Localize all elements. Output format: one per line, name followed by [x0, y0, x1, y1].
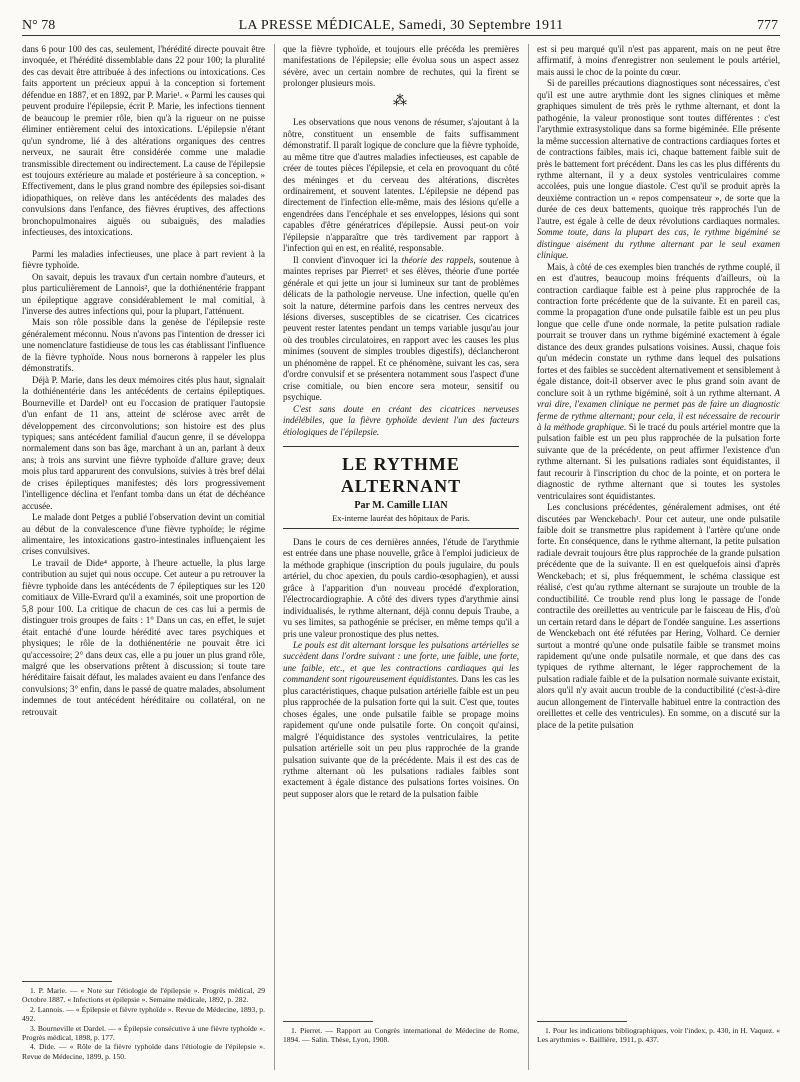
- article-rule: [283, 528, 519, 529]
- paragraph: [537, 262, 780, 503]
- page-number: 777: [757, 18, 778, 33]
- footnotes-middle: [283, 1026, 519, 1045]
- paragraph: Les observations que nous venons de résumer, s'ajoutant à la nôtre, constituent un ensemble de faits suffisamment démonstratif. Il paraît logique de conclure que la fièvre typhoïde, au même titre que d'autres maladies infectieuses, est capable de créer de toutes pièces l'épilepsie, et cela en provoquant du côté des méninges et du cerveau des altérations, discrètes ordinairement, et souvent latentes. L'épilepsie ne dépend pas directement de l'infection elle-même, mais des lésions qu'elle a engendrées dans l'encéphale et ses enveloppes, lésions qui sont capables d'être génératrices d'épilepsie. Aussi peut-on voir l'épilepsie n'apparaître que très tardivement par rapport à l'infection qui en est, en réalité, responsable.: [283, 117, 519, 254]
- footnote: 3. Bourneville et Dardel. — « Épilepsie consécutive à une fièvre typhoïde ». Progrès médical, 1898, p. 177.: [22, 1023, 265, 1043]
- footnote: 4. Dide. — « Rôle de la fièvre typhoïde dans l'étiologie de l'épilepsie ». Revue de Médecine, 1899, p. 150.: [22, 1042, 265, 1061]
- footnotes-left: [22, 986, 265, 1061]
- paragraph: Déjà P. Marie, dans les deux mémoires cités plus haut, signalait la dothiénentérie dans les antécédents de certains épileptiques. Bourneville et Dardel³ ont eu l'occasion de pratiquer l'autopsie d'un enfant de 11 ans, atteint de sclérose avec arrêt de développement des circonvolutions; son histoire est des plus typiques; sans antécédent familial d'aucun genre, il se développa normalement dans son bas âge, marchant à un an, parlant à deux ans; à trois ans survint une fièvre typhoïde d'allure grave; deux mois plus tard apparurent des convulsions, suivies à très bref délai de crises épileptiques manifestes; dès lors progressivement l'intelligence déclina et l'enfant tomba dans un état de déchéance accusée.: [22, 374, 265, 511]
- italic-text: Le pouls est dit alternant lorsque les pulsations artérielles se succèdent dans l'ordre suivant : une forte, une faible, une forte, une faible, etc., et que les contractions cardiaques qui les commandent sont rigoureusement équidistantes.: [283, 640, 519, 685]
- issue-number: N° 78: [22, 18, 56, 33]
- column-left: [22, 44, 265, 718]
- article-affiliation: Ex-interne lauréat des hôpitaux de Paris.: [332, 512, 470, 523]
- article-title: LE RYTHME ALTERNANT: [340, 453, 462, 496]
- italic-term: théorie des rappels: [401, 254, 474, 265]
- paragraph: [537, 78, 780, 261]
- text-run: Il convient d'invoquer ici la: [293, 254, 402, 265]
- footnote: 2. Lannois. — « Épilepsie et fièvre typhoïde ». Revue de Médecine, 1893, p. 492.: [22, 1004, 265, 1024]
- paragraph-italic: [283, 404, 519, 438]
- column-right: [537, 44, 780, 731]
- paragraph: est si peu marqué qu'il n'est pas apparent, mais on ne peut être affirmatif, à moins d'enregistrer non seulement le pouls artériel, mais aussi le choc de la pointe du cœur.: [537, 44, 780, 77]
- footnote: 1. Pierret. — Rapport au Congrès international de Médecine de Rome, 1894. — Salin. Thèse, Lyon, 1908.: [283, 1026, 519, 1045]
- paragraph: [283, 255, 519, 404]
- column-middle: [283, 44, 519, 800]
- paragraph: Le travail de Dide⁴ apporte, à l'heure actuelle, la plus large contribution au sujet qui nous occupe. Cet auteur a pu retrouver la fièvre typhoïde dans les antécédents de 7 épileptiques sur les 120 comitiaux de Ville-Evrard qu'il a examinés, soit une proportion de 5,8 pour 100. La critique de chacun de ces cas lui a permis de distinguer trois groupes de faits : 1° Dans un cas, en effet, le sujet était entaché d'une lourde hérédité avec tares psychiques et physiques; le rôle de la dothiénentérie ne pouvait être ici qu'accessoire; 2° dans deux cas, elle a pu jouer un plus grand rôle, malgré que les observations prêtent à discussion; si toute tare héréditaire faisait défaut, les malades avaient eu dans l'enfance des convulsions; 3° enfin, dans le passé de quatre malades, absolument indemnes de tout antécédent héréditaire ou collatéral, on ne retrouvait: [22, 557, 265, 717]
- paragraph: Mais son rôle possible dans la genèse de l'épilepsie reste généralement méconnu. Nous n'avons pas l'intention de dresser ici une nomenclature fastidieuse de tous les cas établissant l'influence de la fièvre typhoïde. Nous nous bornerons à rappeler les plus démonstratifs.: [22, 317, 265, 374]
- column-divider: [274, 44, 275, 1070]
- footnotes-right: [537, 1026, 780, 1045]
- text-run: Dans les cas les plus caractéristiques, chaque pulsation artérielle faible est un peu plus rapprochée de la pulsation forte qui la suit. C'est que, toutes choses égales, une onde pulsatile faible se propage moins rapidement qu'une onde pulsatile forte. On conçoit qu'ainsi, malgré l'équidistance des systoles ventriculaires, la petite pulsation artérielle soit un peu plus rapprochée de la grande pulsation suivante que de la précédente. Mais il est des cas de rythme alternant où les pulsations radiales faibles sont exactement à égale distance des pulsations fortes voisines. On peut supposer alors que le retard de la pulsation faible: [283, 674, 519, 799]
- journal-title: LA PRESSE MÉDICALE, Samedi, 30 Septembre 1911: [238, 18, 564, 33]
- page-header: [22, 14, 780, 36]
- article-rule: [283, 446, 519, 447]
- paragraph: [283, 640, 519, 800]
- paragraph: que la fièvre typhoïde, et toujours elle précéda les premières manifestations de l'épilepsie; elle évolua sous un aspect assez sévère, avec un certain nombre de rechutes, qui la firent se prolonger plusieurs mois.: [283, 44, 519, 89]
- italic-text: Somme toute, dans la plupart des cas, le rythme bigéminé se distingue aisément du rythme alternant par le seul examen clinique.: [537, 227, 780, 261]
- italic-text: C'est sans doute en créant des cicatrices nerveuses indélébiles, que la fièvre typhoïde devient l'un des facteurs étiologiques de l'épilepsie.: [283, 403, 519, 437]
- paragraph: Le malade dont Petges a publié l'observation devint un comitial au début de la convalescence d'une fièvre typhoïde; le régime alimentaire, les intoxications gastro-intestinales influençaient les crises convulsives.: [22, 512, 265, 557]
- footnote: 1. P. Marie. — « Note sur l'étiologie de l'épilepsie ». Progrès médical, 29 Octobre 1887. « Infections et épilepsie ». Semaine médicale, 1892, p. 282.: [22, 986, 265, 1005]
- section-separator: ⁂: [393, 93, 409, 109]
- paragraph: Dans le cours de ces dernières années, l'étude de l'arythmie est entrée dans une phase nouvelle, grâce à l'emploi judicieux de la méthode graphique (inscription du pouls jugulaire, du pouls artériel, du choc apexien, du pouls cardio-œsophagien), et aussi grâce à l'apparition d'un nouveau procédé d'exploration, l'électrocardiographie. A côté des divers types d'arythmie ainsi individualisés, le rythme alternant, déjà connu depuis Traube, a vu ses limites, sa pathogénie se préciser, en même temps qu'il a pris une valeur pronostique des plus nettes.: [283, 536, 519, 639]
- footnote: 1. Pour les indications bibliographiques, voir l'index, p. 430, in H. Vaquez. « Les arythmies ». Baillière, 1911, p. 437.: [537, 1026, 780, 1045]
- italic-text: A vrai dire, l'examen clinique ne permet pas de faire un diagnostic ferme de rythme alternant; pour cela, il est nécessaire de recourir à la méthode graphique.: [537, 387, 780, 432]
- text-run: Si le tracé du pouls artériel montre que la pulsation faible est un peu plus rapprochée de la pulsation forte suivante que de la précédente, on peut affirmer l'existence d'un rythme alternant. Si les pulsations radiales sont équidistantes, il faut recourir à l'inscription du choc de la pointe, et on portera le diagnostic de rythme alternant que si toutes les systoles ventriculaires sont équidistantes.: [537, 421, 780, 501]
- column-divider: [528, 44, 529, 1070]
- paragraph: On savait, depuis les travaux d'un certain nombre d'auteurs, et plus particulièrement de Lannois², que la dothiénentérie frappant un épileptique aggrave considérablement le mal comitial, à l'inverse des autres infections qui, pour la plupart, l'atténuent.: [22, 271, 265, 316]
- text-run: , soutenue à maintes reprises par Pierret¹ et ses élèves, théorie d'une portée générale et qui jette un jour si lumineux sur tant de problèmes délicats de la pathologie nerveuse. Une infection, quelle qu'en soit la nature, détermine parfois dans les centres nerveux des lésions diverses, susceptibles de se cicatriser. Ces cicatrices peuvent rester latentes pendant un temps variable jusqu'au jour où des troubles circulatoires, en rapport avec les causes les plus minimes (souvent de simples troubles digestifs), déclancheront un phénomène de rappel. Et ce phénomène, suivant les cas, sera d'ordre convulsif et se présentera notamment sous l'aspect d'une crise comitiale, ou bien encore sera moteur, sensitif ou psychique.: [283, 254, 520, 403]
- paragraph: Les conclusions précédentes, généralement admises, ont été discutées par Wenckebach¹. Pour cet auteur, une onde pulsatile faible doit se transmettre plus rapidement à l'artère qu'une onde forte. En conséquence, dans le rythme alternant, la petite pulsation radiale devrait toujours être plus rapprochée de la grande pulsation précédente que de la suivante. Il en est quelquefois ainsi d'après Wenckebach; et si, plus fréquemment, le schéma classique est réalisé, c'est qu'au rythme alternant se surajoute un trouble de la conductibilité. Ce trouble rend plus long le passage de l'onde contractile des oreillettes au ventricule par le faisceau de His, d'où un certain retard dans le départ de l'ondée sanguine. Les assertions de Wenckebach ont été réfutées par Hering, Volhard. Ce dernier surtout a montré qu'une onde pulsatile faible se transmet moins rapidement qu'une onde pulsatile normale, et que dans des cas typiques de rythme alternant, le léger rapprochement de la pulsation radiale faible et de la pulsation normale suivante existait, alors qu'il n'y avait aucun trouble de la conductibilité (c'est-à-dire aucun allongement de l'intervalle habituel entre la contraction des oreillettes et celle des ventricules). En somme, on a discuté sur la place de la petite pulsation: [537, 502, 780, 730]
- article-author: Par M. Camille LIAN: [354, 499, 448, 511]
- text-run: Si de pareilles précautions diagnostiques sont nécessaires, c'est qu'il est une autre arythmie dont les signes cliniques et même graphiques simulent de très près le rythme alternant, et dont la pathogénie, la valeur pronostique sont toutes différentes : c'est l'arythmie extrasystolique dans sa forme bigéminée. Elle présente la même succession alternative de contractions cardiaques fortes et de contractions faibles, mais ici, chaque battement faible suit de près le battement fort précédent. Dans les cas les plus différents du rythme alternant, il y a deux systoles ventriculaires comme accolées, puis une longue diastole. C'est qu'il se produit après la deuxième contraction un « repos compensateur », de sorte que la durée de ces deux battements, quoique très rapprochés l'un de l'autre, est égale à celle de deux révolutions cardiaques normales.: [537, 78, 780, 226]
- text-run: Mais, à côté de ces exemples bien tranchés de rythme couplé, il en est d'autres, beaucoup moins fréquents d'ailleurs, où la contraction cardiaque faible est à peine plus rapprochée de la contraction forte précédente que de la suivante. Et en pareil cas, comme la propagation d'une onde pulsatile faible est un peu plus longue que celle d'une onde normale, la petite pulsation radiale pourrait se trouver dans un rythme bigéminé exactement à égale distance des deux grandes pulsations voisines. Aussi, chaque fois qu'un médecin constate un rythme dans lequel des pulsations fortes et des faibles se succèdent alternativement et sensiblement à égale distance, doit-il observer avec le plus grand soin avant de conclure soit à un rythme bigéminé, soit à un rythme alternant.: [537, 261, 780, 398]
- paragraph: Parmi les maladies infectieuses, une place à part revient à la fièvre typhoïde.: [22, 248, 265, 271]
- paragraph: dans 6 pour 100 des cas, seulement, l'hérédité directe pouvait être invoquée, et l'hérédité dissemblable dans 22 pour 100; la pluralité des cas devait être attribuée à des infections ou intoxications. Ces faits apportent un précieux appui à la conception si fortement défendue en 1887, et en 1892, par P. Marie¹. « Parmi les causes qui peuvent produire l'épilepsie, écrit P. Marie, les infections tiennent de beaucoup le premier rôle, bien qu'à la rigueur on ne puisse éliminer entièrement celui des intoxications. L'épilepsie n'étant qu'un syndrome, lié à des altérations organiques des centres nerveux, ne saurait être considérée comme une maladie transmissible directement ou indirectement. La cause de l'épilepsie est toujours extérieure au malade et postérieure à sa conception. » Effectivement, dans le plus grand nombre des épilepsies soi-disant idiopathiques, on relève dans les antécédents des malades des convulsions dans l'enfance, des fièvres éruptives, des affections bronchopulmonaires aiguës ou subaiguës, des maladies infectieuses, des intoxications.: [22, 44, 265, 238]
